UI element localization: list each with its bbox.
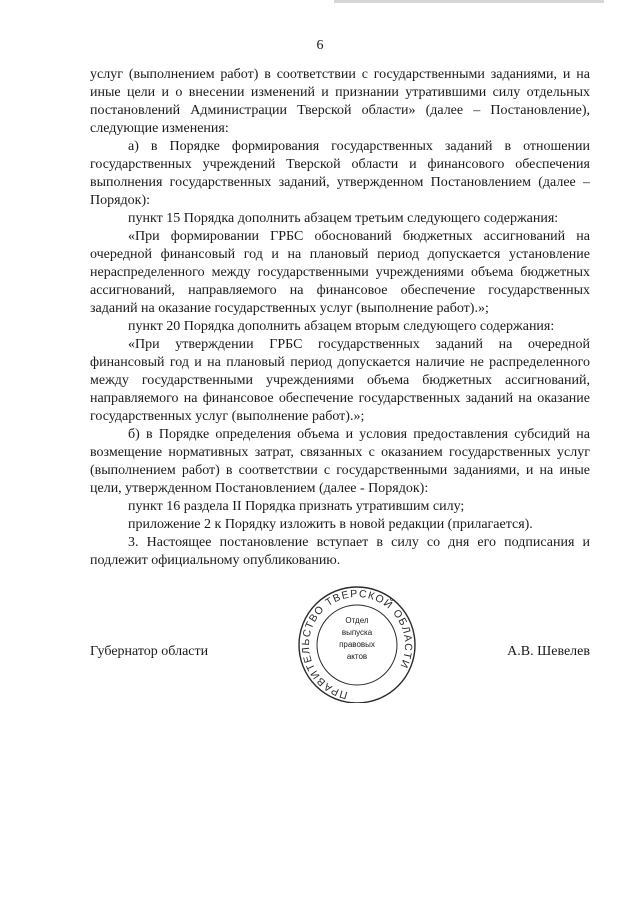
paragraph: б) в Порядке определения объема и условия предоставления субсидий на возмещение нормативных затрат, связанных с оказанием государственных услуг (выполнением работ) в соответствии с государственными заданиями, и на иные цели, утвержденном Постановлением (далее - Порядок): xyxy=(90,427,590,496)
paragraph: «При утверждении ГРБС государственных заданий на очередной финансовый год и на плановый период допускается наличие не распределенного между государственными учреждениями объема бюджетных ассигнований, направляемого на финансовое обеспечение государственных заданий на оказание государственных услуг (выполнение работ).»; xyxy=(90,337,590,424)
paragraph: услуг (выполнением работ) в соответствии с государственными заданиями, и на иные цели и о внесении изменений и признании утратившими силу отдельных постановлений Администрации Тверской области» (далее – Постановление), следующие изменения: xyxy=(90,67,590,136)
stamp-center-line: актов xyxy=(346,652,368,661)
stamp-ring-text: ПРАВИТЕЛЬСТВО ТВЕРСКОЙ ОБЛАСТИ xyxy=(299,587,415,702)
signatory-name: А.В. Шевелев xyxy=(507,644,590,659)
document-body xyxy=(90,66,590,570)
paragraph: пункт 15 Порядка дополнить абзацем третьим следующего содержания: xyxy=(128,211,559,226)
paragraph: пункт 16 раздела II Порядка признать утратившим силу; xyxy=(128,499,465,514)
page-number: 6 xyxy=(316,38,324,53)
stamp-center-line: Отдел xyxy=(345,616,369,625)
stamp-center-line: правовых xyxy=(339,640,375,649)
paragraph: приложение 2 к Порядку изложить в новой редакции (прилагается). xyxy=(128,517,533,532)
paragraph: 3. Настоящее постановление вступает в силу со дня его подписания и подлежит официальному опубликованию. xyxy=(90,535,590,568)
official-stamp xyxy=(289,583,425,703)
stamp-center-line: выпуска xyxy=(341,628,373,637)
paragraph: «При формировании ГРБС обоснований бюджетных ассигнований на очередной финансовый год и на плановый период допускается установление нераспределенного между государственными учреждениями объема бюджетных ассигнований, направляемого на финансовое обеспечение государственных заданий на оказание государственных услуг (выполнение работ).»; xyxy=(90,229,590,316)
scan-artifact xyxy=(334,0,604,3)
paragraph: а) в Порядке формирования государственных заданий в отношении государственных учреждений Тверской области и финансового обеспечения выполнения государственных заданий, утвержденном Постановлением (далее – Порядок): xyxy=(90,139,590,208)
signatory-position: Губернатор области xyxy=(90,644,209,659)
paragraph: пункт 20 Порядка дополнить абзацем вторым следующего содержания: xyxy=(128,319,555,334)
